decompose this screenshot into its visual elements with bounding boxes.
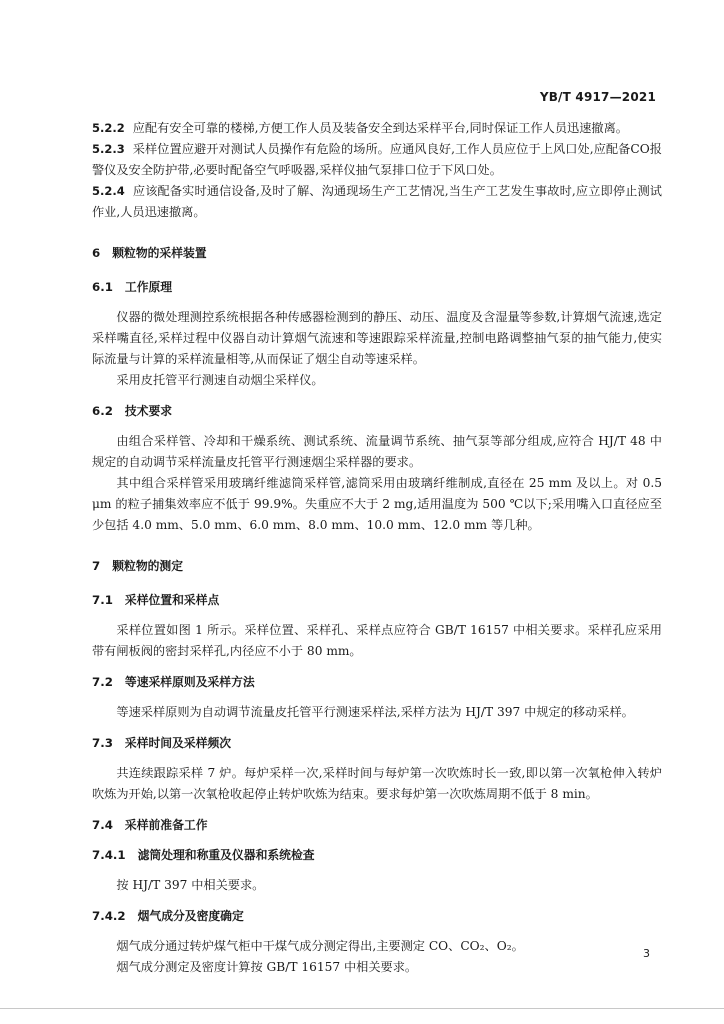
section-title: 采样前准备工作	[124, 818, 208, 832]
section-7-4-heading	[92, 815, 662, 835]
section-7-heading	[92, 556, 662, 576]
section-title: 技术要求	[124, 404, 173, 418]
section-number: 6.2	[92, 404, 113, 418]
section-number: 7.2	[92, 675, 113, 689]
clause-number: 5.2.4	[92, 184, 125, 198]
paragraph: 烟气成分测定及密度计算按 GB/T 16157 中相关要求。	[116, 960, 418, 974]
paragraph: 采样位置如图 1 所示。采样位置、采样孔、采样点应符合 GB/T 16157 中相关要求。采样孔应采用带有闸板阀的密封采样孔,内径应不小于 80 mm。	[92, 623, 662, 658]
paragraph: 共连续跟踪采样 7 炉。每炉采样一次,采样时间与每炉第一次吹炼时长一致,即以第一次氧枪伸入转炉吹炼为开始,以第一次氧枪收起停止转炉吹炼为结束。要求每炉第一次吹炼周期不低于 8 min。	[92, 766, 662, 801]
document-body	[92, 118, 662, 978]
clause-number: 5.2.2	[92, 121, 125, 135]
section-title: 烟气成分及密度确定	[137, 909, 244, 923]
section-number: 7.4.2	[92, 909, 126, 923]
section-number: 7.1	[92, 593, 113, 607]
clause-text: 采样位置应避开对测试人员操作有危险的场所。应通风良好,工作人员应位于上风口处,应配备CO报警仪及安全防护带,必要时配备空气呼吸器,采样仪抽气泵排口位于下风口处。	[92, 142, 662, 177]
section-title: 颗粒物的采样装置	[112, 246, 207, 260]
section-title: 采样位置和采样点	[124, 593, 220, 607]
section-title: 等速采样原则及采样方法	[124, 675, 255, 689]
section-number: 7	[92, 559, 101, 573]
paragraph: 采用皮托管平行测速自动烟尘采样仪。	[116, 373, 324, 387]
section-7-2-heading	[92, 672, 662, 692]
section-number: 7.3	[92, 736, 113, 750]
page-number: 3	[643, 947, 650, 960]
clause-number: 5.2.3	[92, 142, 125, 156]
section-number: 6	[92, 246, 101, 260]
page-bottom-divider	[0, 1008, 724, 1009]
section-title: 滤筒处理和称重及仪器和系统检查	[137, 848, 315, 862]
clause-5-2-2	[92, 118, 662, 139]
section-number: 7.4.1	[92, 848, 126, 862]
section-7-4-2-heading	[92, 906, 662, 926]
section-title: 颗粒物的测定	[112, 559, 184, 573]
paragraph: 其中组合采样管采用玻璃纤维滤筒采样管,滤筒采用由玻璃纤维制成,直径在 25 mm 及以上。对 0.5 μm 的粒子捕集效率应不低于 99.9%。失重应不大于 2 mg,适用温度为 500 ℃以下;采用嘴入口直径应至少包括 4.0 mm、5.0 mm、6.0 mm、8.0 mm、10.0 mm、12.0 mm 等几种。	[92, 476, 662, 532]
paragraph: 由组合采样管、冷却和干燥系统、测试系统、流量调节系统、抽气泵等部分组成,应符合 HJ/T 48 中规定的自动调节采样流量皮托管平行测速烟尘采样器的要求。	[92, 434, 662, 469]
section-6-heading	[92, 243, 662, 263]
document-code: YB/T 4917—2021	[539, 90, 656, 104]
paragraph: 按 HJ/T 397 中相关要求。	[116, 878, 265, 892]
paragraph: 仪器的微处理测控系统根据各种传感器检测到的静压、动压、温度及含湿量等参数,计算烟气流速,选定采样嘴直径,采样过程中仪器自动计算烟气流速和等速跟踪采样流量,控制电路调整抽气泵的抽气能力,使实际流量与计算的采样流量相等,从而保证了烟尘自动等速采样。	[92, 310, 662, 366]
clause-text: 应配有安全可靠的楼梯,方便工作人员及装备安全到达采样平台,同时保证工作人员迅速撤离。	[132, 121, 628, 135]
section-title: 工作原理	[124, 280, 173, 294]
section-7-3-heading	[92, 733, 662, 753]
section-number: 7.4	[92, 818, 113, 832]
paragraph: 烟气成分通过转炉煤气柜中干煤气成分测定得出,主要测定 CO、CO₂、O₂。	[116, 939, 524, 953]
section-6-1-heading	[92, 277, 662, 297]
section-7-4-1-heading	[92, 845, 662, 865]
section-6-2-heading	[92, 401, 662, 421]
section-title: 采样时间及采样频次	[124, 736, 232, 750]
section-7-1-heading	[92, 590, 662, 610]
clause-5-2-4	[92, 181, 662, 223]
clause-text: 应该配备实时通信设备,及时了解、沟通现场生产工艺情况,当生产工艺发生事故时,应立即停止测试作业,人员迅速撤离。	[92, 184, 662, 219]
paragraph: 等速采样原则为自动调节流量皮托管平行测速采样法,采样方法为 HJ/T 397 中规定的移动采样。	[116, 705, 634, 719]
clause-5-2-3	[92, 139, 662, 181]
section-number: 6.1	[92, 280, 113, 294]
